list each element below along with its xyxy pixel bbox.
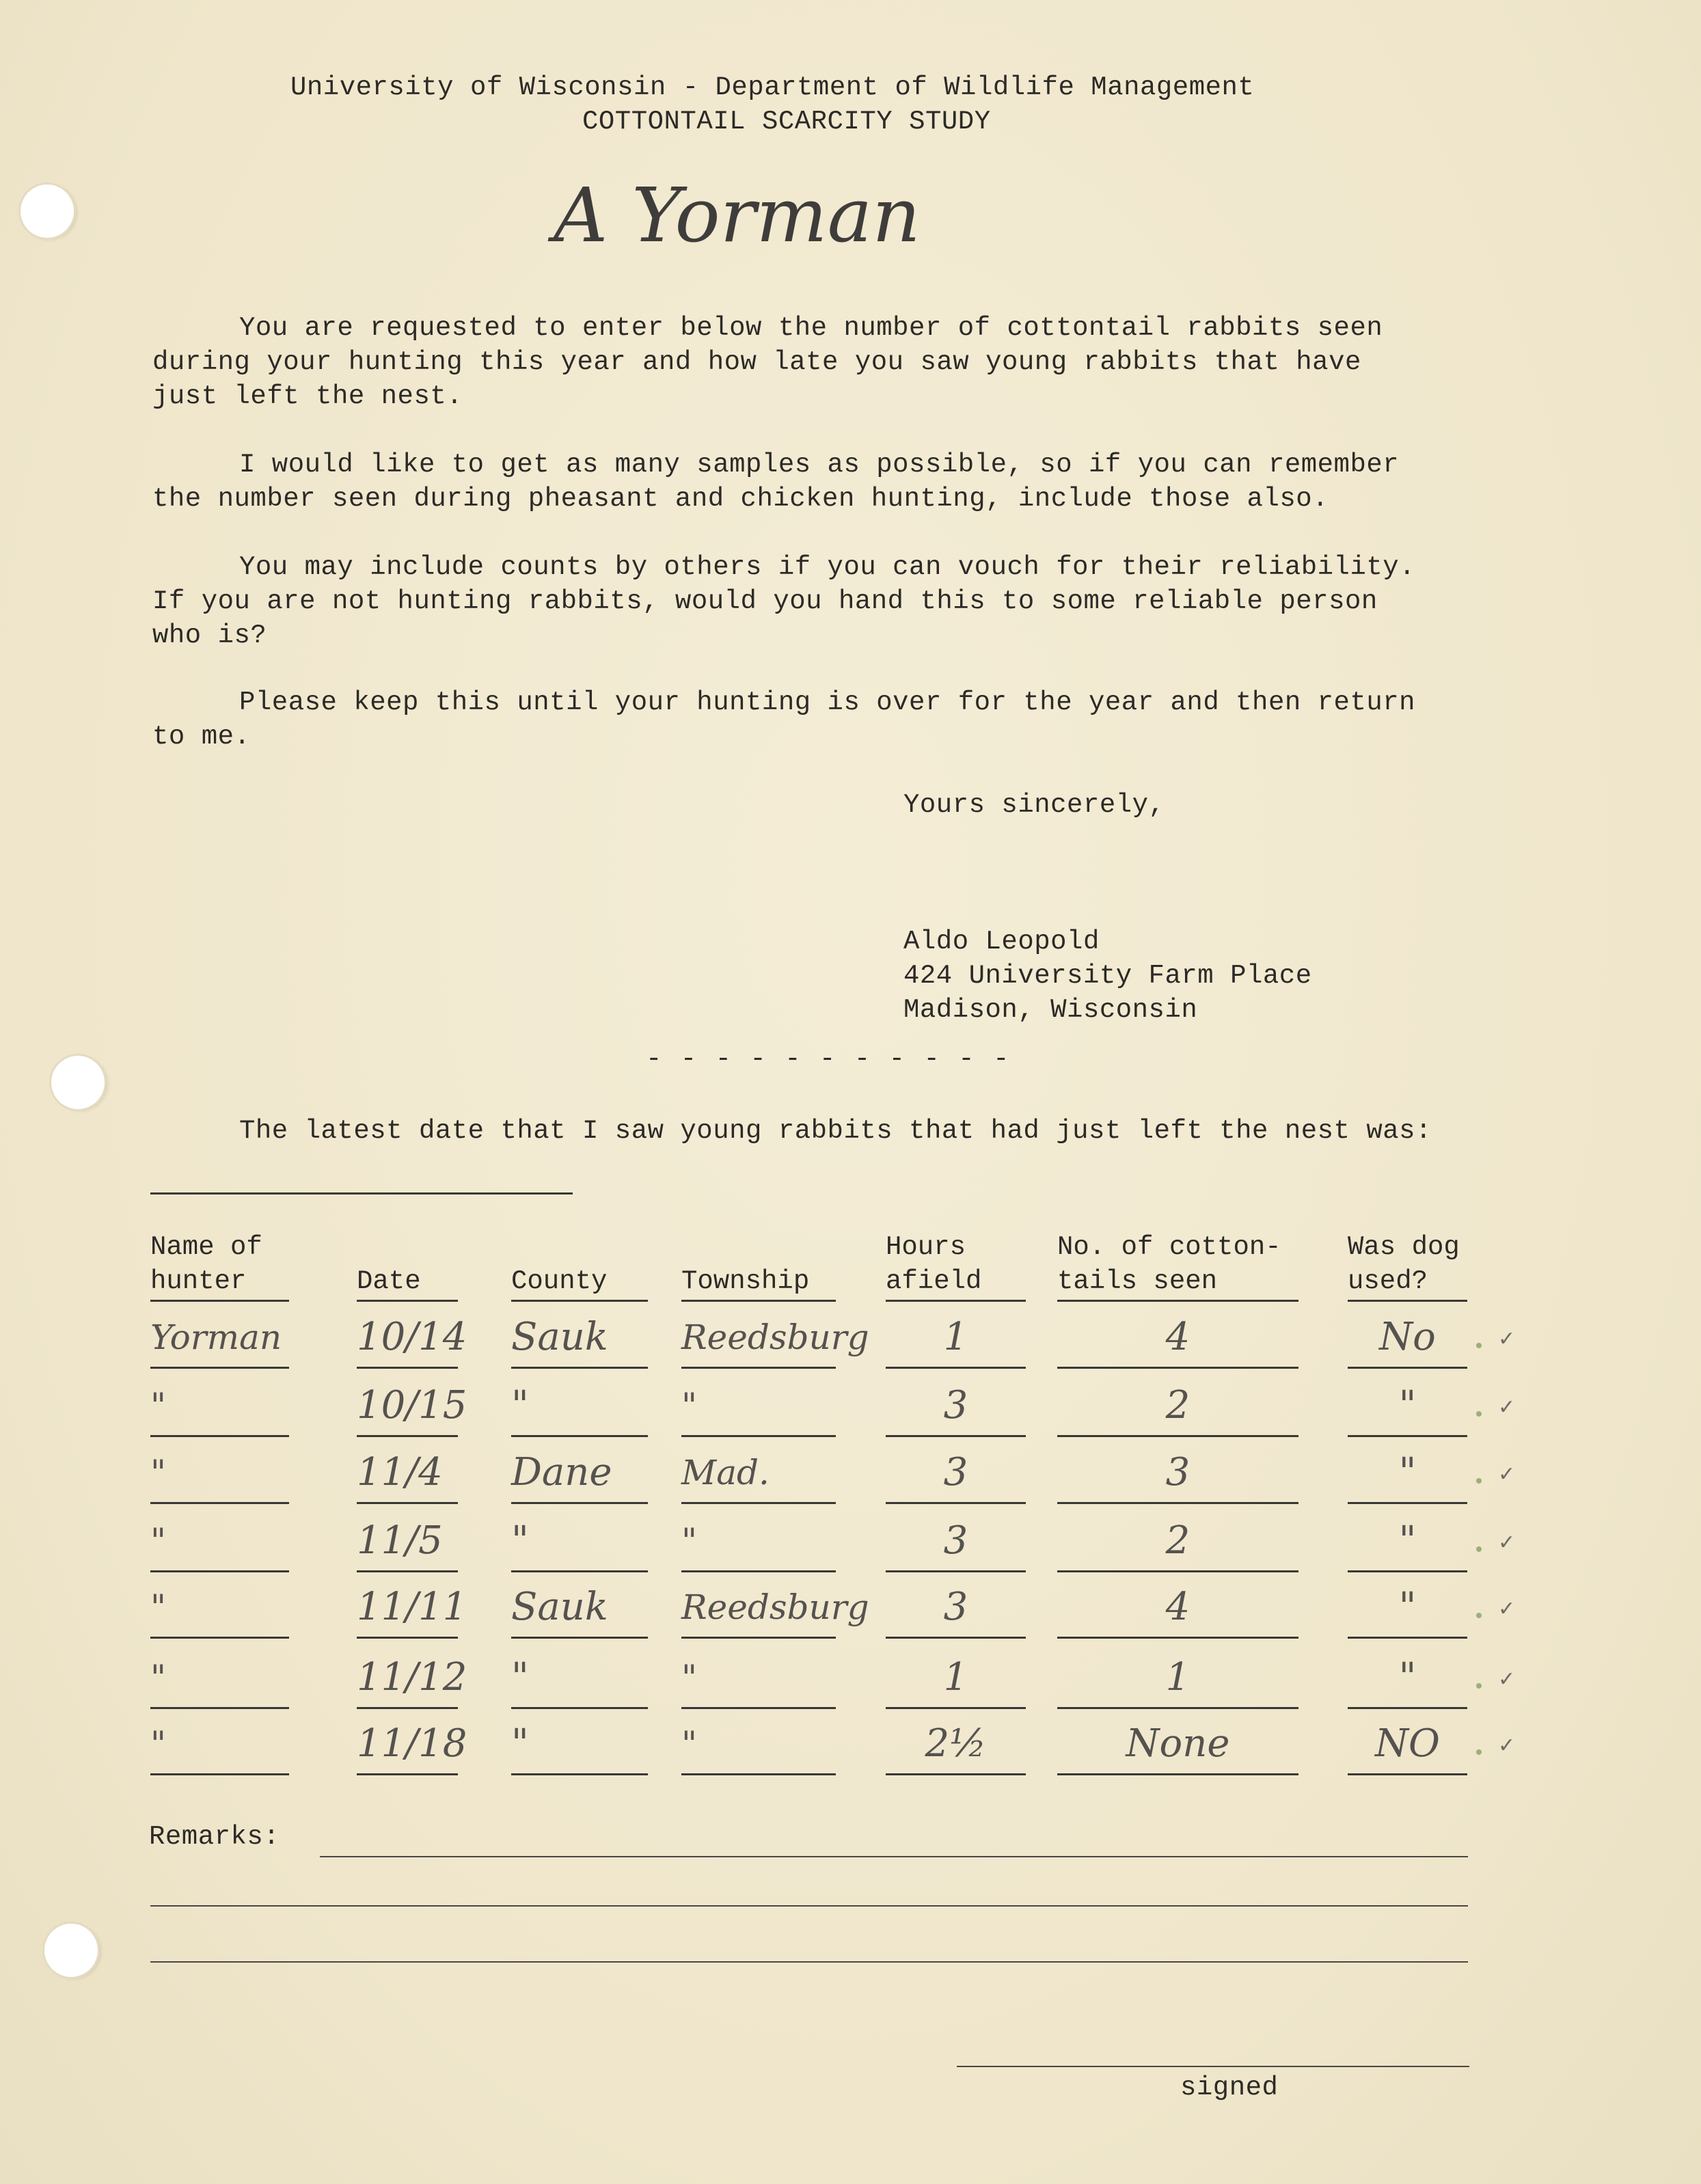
check-mark-icon: ✓ <box>1498 1327 1516 1351</box>
margin-dot <box>1476 1478 1482 1484</box>
row-underline <box>150 1773 289 1775</box>
cell-township: Reedsburg <box>681 1318 869 1357</box>
check-mark-icon: ✓ <box>1498 1395 1516 1419</box>
header-hours-l1: Hours <box>886 1232 966 1262</box>
cell-date: 11/12 <box>357 1655 467 1700</box>
paragraph-2-line-1: I would like to get as many samples as possible, so if you can remember <box>239 450 1400 480</box>
paragraph-3-line-2: If you are not hunting rabbits, would you hand this to some reliable person <box>152 586 1378 616</box>
check-mark-icon: ✓ <box>1498 1734 1516 1758</box>
row-underline <box>1348 1637 1467 1639</box>
cell-dog-used: NO <box>1375 1721 1440 1766</box>
header-underline <box>681 1300 836 1302</box>
row-underline <box>150 1435 289 1437</box>
margin-dot <box>1476 1613 1482 1618</box>
row-underline <box>681 1773 836 1775</box>
row-underline <box>150 1637 289 1639</box>
cell-cottontails-seen: 2 <box>1165 1518 1190 1563</box>
row-underline <box>150 1570 289 1572</box>
cell-township: " <box>681 1521 697 1561</box>
row-underline <box>1057 1435 1298 1437</box>
row-underline <box>357 1637 458 1639</box>
row-underline <box>1348 1707 1467 1709</box>
header-count-l1: No. of cotton- <box>1057 1232 1281 1262</box>
check-mark-icon: ✓ <box>1498 1531 1516 1555</box>
signer-address-street: 424 University Farm Place <box>903 961 1312 991</box>
cell-cottontails-seen: 2 <box>1165 1383 1190 1428</box>
handwritten-name: A Yorman <box>554 172 921 259</box>
row-underline <box>886 1707 1026 1709</box>
header-township: Township <box>681 1266 810 1296</box>
header-underline <box>357 1300 458 1302</box>
check-mark-icon: ✓ <box>1498 1667 1516 1691</box>
row-underline <box>511 1502 648 1504</box>
margin-dot <box>1476 1343 1482 1348</box>
section-separator: - - - - - - - - - - - <box>646 1044 1011 1074</box>
header-hunter-name-l2: hunter <box>150 1266 247 1296</box>
cell-county: " <box>511 1518 529 1563</box>
cell-hours-afield: 2½ <box>925 1721 987 1766</box>
cell-township: " <box>681 1386 697 1425</box>
signer-address-city: Madison, Wisconsin <box>903 995 1198 1025</box>
cell-dog-used: " <box>1398 1655 1417 1700</box>
row-underline <box>357 1367 458 1369</box>
cell-hunter-name: " <box>150 1453 166 1492</box>
paragraph-1-line-1: You are requested to enter below the number of cottontail rabbits seen <box>239 313 1383 343</box>
row-underline <box>511 1637 648 1639</box>
margin-dot <box>1476 1683 1482 1689</box>
header-dog-l1: Was dog <box>1348 1232 1460 1262</box>
header-count-l2: tails seen <box>1057 1266 1218 1296</box>
row-underline <box>1057 1773 1298 1775</box>
remarks-label: Remarks: <box>149 1822 280 1852</box>
header-underline <box>1348 1300 1467 1302</box>
cell-hunter-name: " <box>150 1658 166 1697</box>
paragraph-3-line-3: who is? <box>152 620 267 651</box>
row-underline <box>1348 1502 1467 1504</box>
cell-township: " <box>681 1724 697 1764</box>
paragraph-4-line-2: to me. <box>152 722 251 752</box>
row-underline <box>150 1707 289 1709</box>
header-underline <box>511 1300 648 1302</box>
row-underline <box>1057 1570 1298 1572</box>
row-underline <box>357 1773 458 1775</box>
cell-date: 11/18 <box>357 1721 467 1766</box>
row-underline <box>886 1435 1026 1437</box>
row-underline <box>1057 1367 1298 1369</box>
signer-name: Aldo Leopold <box>903 927 1100 957</box>
cell-hours-afield: 3 <box>943 1450 968 1494</box>
paragraph-1-line-2: during your hunting this year and how late you saw young rabbits that have <box>152 347 1361 377</box>
signed-label: signed <box>1180 2073 1279 2103</box>
cell-date: 11/11 <box>357 1585 467 1629</box>
latest-date-prompt: The latest date that I saw young rabbits that had just left the nest was: <box>239 1116 1432 1146</box>
row-underline <box>150 1367 289 1369</box>
row-underline <box>511 1435 648 1437</box>
header-underline <box>886 1300 1026 1302</box>
check-mark-icon: ✓ <box>1498 1597 1516 1621</box>
row-underline <box>886 1502 1026 1504</box>
cell-dog-used: " <box>1398 1450 1417 1494</box>
row-underline <box>1057 1707 1298 1709</box>
paragraph-3-line-1: You may include counts by others if you can vouch for their reliability. <box>239 552 1416 582</box>
cell-hours-afield: 3 <box>943 1585 968 1629</box>
cell-hunter-name: " <box>150 1587 166 1627</box>
institution-heading: University of Wisconsin - Department of Wildlife Management <box>290 72 1255 103</box>
cell-township: " <box>681 1658 697 1697</box>
cell-cottontails-seen: 4 <box>1165 1315 1190 1359</box>
cell-cottontails-seen: 1 <box>1165 1655 1190 1700</box>
row-underline <box>681 1637 836 1639</box>
cell-cottontails-seen: 4 <box>1165 1585 1190 1629</box>
cell-county: Dane <box>511 1450 612 1494</box>
cell-cottontails-seen: 3 <box>1165 1450 1190 1494</box>
cell-county: " <box>511 1383 529 1428</box>
header-county: County <box>511 1266 608 1296</box>
paragraph-1-line-3: just left the nest. <box>152 381 463 411</box>
cell-township: Reedsburg <box>681 1587 869 1627</box>
row-underline <box>511 1367 648 1369</box>
row-underline <box>886 1773 1026 1775</box>
header-hours-l2: afield <box>886 1266 982 1296</box>
cell-cottontails-seen: None <box>1126 1721 1230 1766</box>
margin-dot <box>1476 1749 1482 1755</box>
cell-county: Sauk <box>511 1585 608 1629</box>
margin-dot <box>1476 1411 1482 1417</box>
header-hunter-name-l1: Name of <box>150 1232 262 1262</box>
row-underline <box>681 1435 836 1437</box>
row-underline <box>357 1435 458 1437</box>
latest-date-field[interactable] <box>150 1192 573 1195</box>
cell-hunter-name: " <box>150 1386 166 1425</box>
header-underline <box>150 1300 289 1302</box>
row-underline <box>1348 1773 1467 1775</box>
cell-dog-used: " <box>1398 1585 1417 1629</box>
cell-dog-used: " <box>1398 1383 1417 1428</box>
header-underline <box>1057 1300 1298 1302</box>
row-underline <box>681 1707 836 1709</box>
cell-hours-afield: 1 <box>943 1655 968 1700</box>
row-underline <box>1348 1367 1467 1369</box>
salutation: Yours sincerely, <box>903 790 1165 820</box>
row-underline <box>681 1502 836 1504</box>
row-underline <box>1348 1435 1467 1437</box>
cell-date: 11/5 <box>357 1518 443 1563</box>
row-underline <box>1348 1570 1467 1572</box>
paragraph-2-line-2: the number seen during pheasant and chicken hunting, include those also. <box>152 484 1329 514</box>
row-underline <box>357 1570 458 1572</box>
cell-hunter-name: Yorman <box>150 1318 282 1357</box>
study-title: COTTONTAIL SCARCITY STUDY <box>582 107 991 137</box>
cell-hunter-name: " <box>150 1724 166 1764</box>
cell-county: " <box>511 1721 529 1766</box>
cell-dog-used: " <box>1398 1518 1417 1563</box>
margin-dot <box>1476 1546 1482 1552</box>
punch-hole-bottom <box>44 1924 98 1977</box>
header-dog-l2: used? <box>1348 1266 1428 1296</box>
row-underline <box>357 1502 458 1504</box>
row-underline <box>511 1773 648 1775</box>
row-underline <box>150 1502 289 1504</box>
cell-county: " <box>511 1655 529 1700</box>
cell-dog-used: No <box>1379 1315 1436 1359</box>
row-underline <box>681 1367 836 1369</box>
row-underline <box>511 1707 648 1709</box>
cell-hours-afield: 3 <box>943 1518 968 1563</box>
cell-date: 11/4 <box>357 1450 443 1494</box>
signature-line[interactable] <box>957 2066 1469 2067</box>
row-underline <box>681 1570 836 1572</box>
cell-township: Mad. <box>681 1453 770 1492</box>
punch-hole-top <box>21 185 74 238</box>
remarks-line-2[interactable] <box>150 1905 1468 1907</box>
row-underline <box>886 1367 1026 1369</box>
row-underline <box>886 1637 1026 1639</box>
row-underline <box>1057 1502 1298 1504</box>
row-underline <box>511 1570 648 1572</box>
cell-hours-afield: 3 <box>943 1383 968 1428</box>
header-date: Date <box>357 1266 421 1296</box>
cell-hunter-name: " <box>150 1521 166 1561</box>
paragraph-4-line-1: Please keep this until your hunting is over for the year and then return <box>239 687 1416 718</box>
remarks-line-1[interactable] <box>320 1856 1468 1857</box>
cell-county: Sauk <box>511 1315 608 1359</box>
row-underline <box>357 1707 458 1709</box>
row-underline <box>886 1570 1026 1572</box>
row-underline <box>1057 1637 1298 1639</box>
remarks-line-3[interactable] <box>150 1961 1468 1963</box>
check-mark-icon: ✓ <box>1498 1462 1516 1486</box>
cell-date: 10/14 <box>357 1315 467 1359</box>
cell-date: 10/15 <box>357 1383 467 1428</box>
punch-hole-middle <box>51 1056 105 1109</box>
cell-hours-afield: 1 <box>943 1315 968 1359</box>
